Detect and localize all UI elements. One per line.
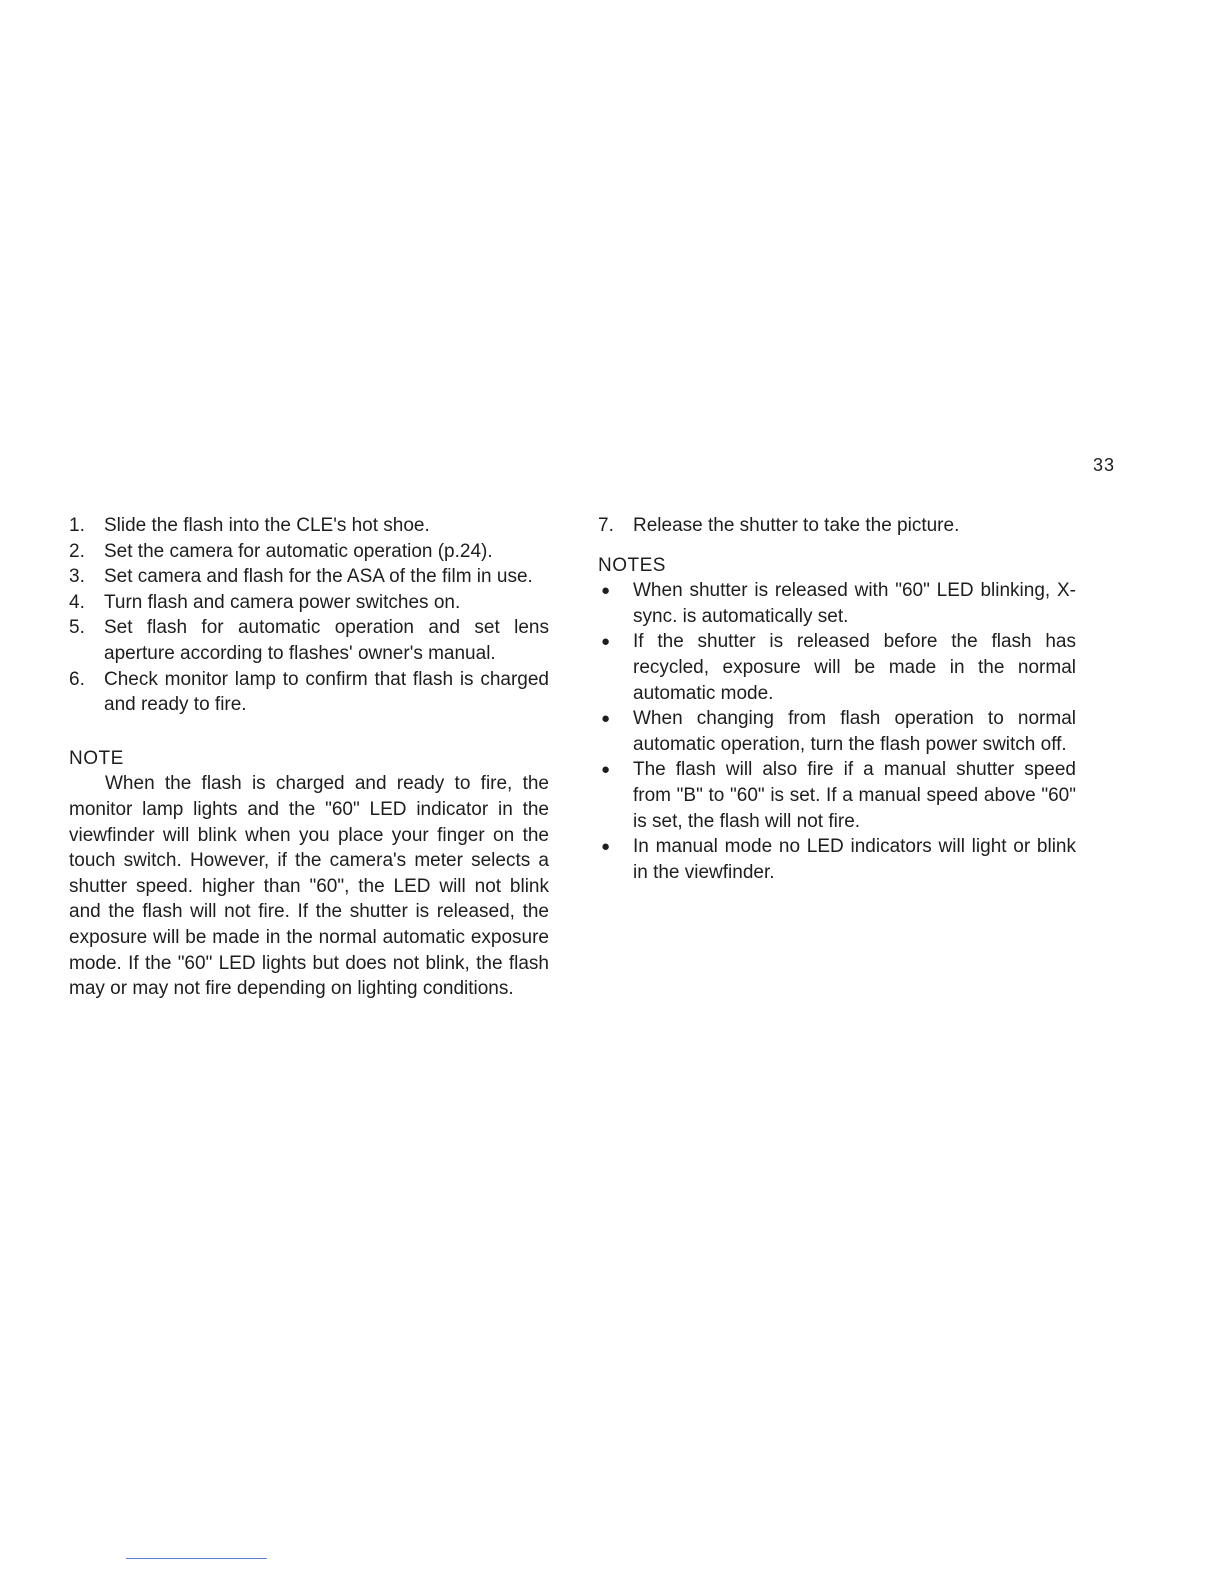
step-number: 7. (598, 515, 614, 536)
step-text: Check monitor lamp to confirm that flash is charged and ready to fire. (104, 668, 549, 716)
step-number: 5. (69, 617, 85, 639)
instruction-steps-continued (598, 513, 1076, 539)
step-item (69, 564, 549, 590)
bullet-icon: ● (601, 761, 611, 779)
step-item (69, 615, 549, 666)
step-number: 6. (69, 668, 85, 690)
step-text: Set the camera for automatic operation (p.24). (104, 540, 493, 562)
left-column (69, 513, 549, 1002)
right-column (598, 513, 1076, 885)
notes-heading: NOTES (598, 554, 666, 576)
note-bullet-text: When shutter is released with "60" LED blinking, X-sync. is automatically set. (633, 580, 1076, 627)
bullet-icon: ● (601, 710, 611, 728)
note-bullet-item (598, 629, 1076, 706)
note-bullet-text: When changing from flash operation to normal automatic operation, turn the flash power switch off. (633, 708, 1076, 755)
step-item (69, 590, 549, 616)
note-bullet-text: In manual mode no LED indicators will light or blink in the viewfinder. (633, 836, 1076, 883)
footer-rule (126, 1558, 267, 1559)
notes-list (598, 578, 1076, 885)
bullet-icon: ● (601, 838, 611, 856)
bullet-icon: ● (601, 633, 611, 651)
bullet-icon: ● (601, 582, 611, 600)
page-number: 33 (1093, 455, 1116, 475)
step-item (598, 513, 1076, 539)
step-text: Release the shutter to take the picture. (633, 515, 960, 536)
note-bullet-item (598, 706, 1076, 757)
step-text: Turn flash and camera power switches on. (104, 591, 461, 613)
step-text: Slide the flash into the CLE's hot shoe. (104, 515, 430, 536)
step-text: Set camera and flash for the ASA of the film in use. (104, 566, 533, 588)
step-number: 1. (69, 515, 85, 536)
note-paragraph: When the flash is charged and ready to fire, the monitor lamp lights and the "60" LED indicator in the viewfinder will blink when you place your finger on the touch switch. However, if the camera's meter selects a shutter speed. higher than "60", the LED will not blink and the flash will not fire. If the shutter is released, the exposure will be made in the normal automatic exposure mode. If the "60" LED lights but does not blink, the flash may or may not fire depending on lighting conditions. (69, 773, 549, 1000)
note-bullet-text: The flash will also fire if a manual shutter speed from "B" to "60" is set. If a manual speed above "60" is set, the flash will not fire. (633, 759, 1076, 832)
note-bullet-item (598, 834, 1076, 885)
step-item (69, 513, 549, 539)
step-number: 2. (69, 540, 85, 562)
note-bullet-item (598, 578, 1076, 629)
step-number: 3. (69, 566, 85, 588)
note-heading: NOTE (69, 747, 124, 769)
note-bullet-text: If the shutter is released before the flash has recycled, exposure will be made in the normal automatic mode. (633, 631, 1076, 704)
step-number: 4. (69, 591, 85, 613)
step-item (69, 539, 549, 565)
step-item (69, 667, 549, 718)
note-bullet-item (598, 757, 1076, 834)
step-text: Set flash for automatic operation and set lens aperture according to flashes' owner's manual. (104, 617, 549, 664)
instruction-steps (69, 513, 549, 718)
